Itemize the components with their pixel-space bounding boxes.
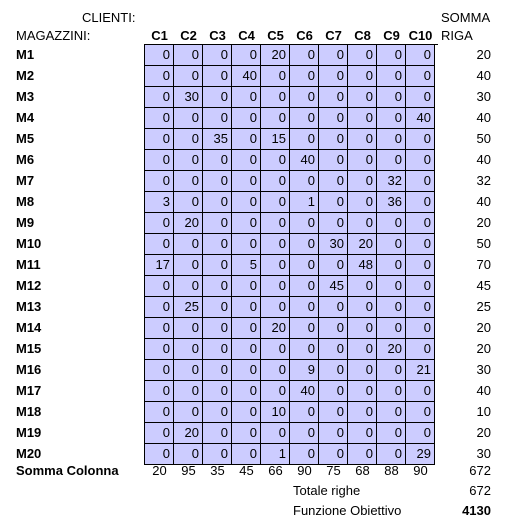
grid-cell[interactable]: 0 [319, 66, 348, 87]
row-sum: 70 [476, 257, 491, 272]
grid-cell[interactable]: 0 [406, 381, 435, 402]
grid-cell[interactable]: 5 [232, 255, 261, 276]
grid-cell[interactable]: 0 [203, 276, 232, 297]
grid-cell[interactable]: 0 [261, 234, 290, 255]
grid-cell[interactable]: 0 [319, 213, 348, 234]
grid-cell[interactable]: 0 [406, 339, 435, 360]
grid-cell[interactable]: 0 [261, 171, 290, 192]
grid-cell[interactable]: 0 [319, 171, 348, 192]
magazzini-label: MAGAZZINI: [16, 28, 91, 43]
grid-cell[interactable]: 0 [174, 444, 203, 465]
column-header: C2 [180, 28, 197, 43]
grid-cell[interactable]: 25 [174, 297, 203, 318]
grid-cell[interactable]: 0 [377, 402, 406, 423]
grid-cell[interactable]: 0 [203, 339, 232, 360]
grid-cell[interactable]: 0 [348, 444, 377, 465]
row-label: M8 [16, 194, 35, 209]
grid-cell[interactable]: 0 [377, 276, 406, 297]
grid-cell[interactable]: 0 [174, 360, 203, 381]
row-sum: 20 [476, 341, 491, 356]
grid-cell[interactable]: 0 [377, 297, 406, 318]
grid-cell[interactable]: 0 [145, 66, 174, 87]
grid-cell[interactable]: 32 [377, 171, 406, 192]
grid-cell[interactable]: 0 [290, 339, 319, 360]
row-sum: 50 [476, 236, 491, 251]
row-sum: 50 [476, 131, 491, 146]
grid-cell[interactable]: 0 [232, 339, 261, 360]
totale-righe-value: 672 [469, 483, 491, 498]
grid-cell[interactable]: 40 [290, 381, 319, 402]
grid-cell[interactable]: 0 [290, 171, 319, 192]
grid-cell[interactable]: 0 [377, 381, 406, 402]
grid-cell[interactable]: 0 [261, 108, 290, 129]
grid-cell[interactable]: 0 [203, 444, 232, 465]
grid-cell[interactable]: 0 [232, 129, 261, 150]
grid-cell[interactable]: 0 [348, 150, 377, 171]
row-sum: 25 [476, 299, 491, 314]
grid-cell[interactable]: 0 [348, 87, 377, 108]
grid-cell[interactable]: 0 [377, 150, 406, 171]
somma-colonna-label: Somma Colonna [16, 463, 119, 478]
grid-cell[interactable]: 0 [406, 129, 435, 150]
grid-cell[interactable]: 0 [261, 213, 290, 234]
grid-cell[interactable]: 0 [145, 276, 174, 297]
grid-cell[interactable]: 17 [145, 255, 174, 276]
grid-cell[interactable]: 0 [348, 171, 377, 192]
grid-cell[interactable]: 0 [145, 402, 174, 423]
column-sum: 95 [181, 463, 196, 478]
row-sum: 32 [476, 173, 491, 188]
grid-cell[interactable]: 0 [145, 360, 174, 381]
column-sum: 75 [326, 463, 341, 478]
grid-cell[interactable]: 0 [203, 213, 232, 234]
grid-cell[interactable]: 0 [406, 213, 435, 234]
grid-cell[interactable]: 0 [174, 318, 203, 339]
grid-cell[interactable]: 0 [203, 381, 232, 402]
grid-cell[interactable]: 0 [290, 213, 319, 234]
column-sum: 88 [384, 463, 399, 478]
grid-cell[interactable]: 0 [261, 360, 290, 381]
grid-cell[interactable]: 0 [290, 276, 319, 297]
grid-cell[interactable]: 0 [319, 444, 348, 465]
grid-cell[interactable]: 0 [174, 108, 203, 129]
grid-cell[interactable]: 0 [406, 66, 435, 87]
grid-cell[interactable]: 0 [232, 87, 261, 108]
grid-cell[interactable]: 0 [261, 297, 290, 318]
grid-cell[interactable]: 0 [348, 423, 377, 444]
grid-cell[interactable]: 0 [145, 444, 174, 465]
column-sum: 20 [152, 463, 167, 478]
grand-total-value: 672 [469, 463, 491, 478]
grid-cell[interactable]: 0 [377, 234, 406, 255]
row-label: M1 [16, 47, 35, 62]
row-label: M4 [16, 110, 35, 125]
row-sum: 30 [476, 89, 491, 104]
grid-cell[interactable]: 0 [290, 234, 319, 255]
grid-cell[interactable]: 0 [261, 150, 290, 171]
grid-cell[interactable]: 29 [406, 444, 435, 465]
grid-cell[interactable]: 0 [377, 255, 406, 276]
row-sum: 20 [476, 215, 491, 230]
grid-cell[interactable]: 0 [406, 255, 435, 276]
column-sum: 35 [210, 463, 225, 478]
grid-cell[interactable]: 0 [232, 423, 261, 444]
grid-cell[interactable]: 20 [261, 318, 290, 339]
row-label: M17 [16, 383, 42, 398]
funzione-obiettivo-value: 4130 [462, 503, 491, 518]
grid-cell[interactable]: 0 [174, 402, 203, 423]
grid-cell[interactable]: 0 [406, 192, 435, 213]
row-label: M11 [16, 257, 41, 272]
row-label: M10 [16, 236, 42, 251]
grid-cell[interactable]: 30 [319, 234, 348, 255]
grid-cell[interactable]: 20 [174, 423, 203, 444]
row-sum: 40 [476, 152, 491, 167]
grid-cell[interactable]: 0 [203, 234, 232, 255]
row-label: M2 [16, 68, 35, 83]
grid-cell[interactable]: 0 [145, 45, 174, 66]
grid-cell[interactable]: 0 [232, 213, 261, 234]
grid-cell[interactable]: 0 [290, 66, 319, 87]
grid-cell[interactable]: 10 [261, 402, 290, 423]
grid-cell[interactable]: 0 [377, 423, 406, 444]
grid-cell[interactable]: 0 [232, 444, 261, 465]
grid-cell[interactable]: 40 [406, 108, 435, 129]
grid-cell[interactable]: 0 [406, 318, 435, 339]
grid-cell[interactable]: 0 [319, 45, 348, 66]
grid-cell[interactable]: 0 [377, 360, 406, 381]
grid-cell[interactable]: 0 [319, 150, 348, 171]
grid-cell[interactable]: 0 [203, 423, 232, 444]
grid-cell[interactable]: 36 [377, 192, 406, 213]
grid-cell[interactable]: 0 [261, 423, 290, 444]
grid-cell[interactable]: 0 [377, 87, 406, 108]
row-label: M7 [16, 173, 35, 188]
grid-cell[interactable]: 45 [319, 276, 348, 297]
grid-cell[interactable]: 0 [319, 255, 348, 276]
column-header: C3 [209, 28, 226, 43]
grid-cell[interactable]: 0 [203, 360, 232, 381]
grid-cell[interactable]: 20 [348, 234, 377, 255]
row-label: M16 [16, 362, 42, 377]
grid-cell[interactable]: 0 [261, 87, 290, 108]
grid-cell[interactable]: 0 [377, 318, 406, 339]
row-label: M13 [16, 299, 42, 314]
grid-cell[interactable]: 0 [406, 45, 435, 66]
grid-cell[interactable]: 0 [145, 150, 174, 171]
row-label: M12 [16, 278, 42, 293]
column-header: C6 [296, 28, 313, 43]
grid-cell[interactable]: 0 [319, 297, 348, 318]
grid-cell[interactable]: 0 [261, 192, 290, 213]
row-sum: 40 [476, 194, 491, 209]
grid-cell[interactable]: 0 [203, 318, 232, 339]
grid-cell[interactable]: 0 [145, 129, 174, 150]
clienti-label: CLIENTI: [82, 10, 136, 25]
row-label: M20 [16, 446, 42, 461]
grid-cell[interactable]: 0 [290, 255, 319, 276]
column-header: C8 [354, 28, 371, 43]
row-label: M5 [16, 131, 35, 146]
grid-cell[interactable]: 0 [377, 108, 406, 129]
grid-cell[interactable]: 0 [145, 234, 174, 255]
grid-cell[interactable]: 0 [232, 318, 261, 339]
grid-cell[interactable]: 0 [203, 45, 232, 66]
grid-cell[interactable]: 0 [232, 276, 261, 297]
grid-cell[interactable]: 0 [261, 255, 290, 276]
grid-cell[interactable]: 0 [319, 108, 348, 129]
grid-cell[interactable]: 0 [290, 318, 319, 339]
grid-cell[interactable]: 0 [319, 192, 348, 213]
grid-cell[interactable]: 1 [261, 444, 290, 465]
grid-cell[interactable]: 0 [174, 150, 203, 171]
grid-cell[interactable]: 15 [261, 129, 290, 150]
row-label: M19 [16, 425, 42, 440]
grid-cell[interactable]: 0 [174, 66, 203, 87]
grid-cell[interactable]: 0 [203, 297, 232, 318]
grid-cell[interactable]: 0 [145, 213, 174, 234]
grid-cell[interactable]: 0 [203, 255, 232, 276]
grid-cell[interactable]: 9 [290, 360, 319, 381]
row-sum: 40 [476, 68, 491, 83]
grid-cell[interactable]: 0 [319, 423, 348, 444]
grid-cell[interactable]: 0 [290, 45, 319, 66]
funzione-obiettivo-label: Funzione Obiettivo [293, 503, 402, 518]
grid-cell[interactable]: 0 [261, 339, 290, 360]
grid-cell[interactable]: 3 [145, 192, 174, 213]
grid-cell[interactable]: 0 [348, 213, 377, 234]
grid-cell[interactable]: 0 [232, 381, 261, 402]
row-label: M18 [16, 404, 42, 419]
grid-cell[interactable]: 0 [232, 108, 261, 129]
grid-cell[interactable]: 20 [261, 45, 290, 66]
grid-cell[interactable]: 0 [406, 297, 435, 318]
grid-cell[interactable]: 0 [174, 276, 203, 297]
grid-cell[interactable]: 0 [145, 171, 174, 192]
grid-cell[interactable]: 0 [145, 297, 174, 318]
grid-cell[interactable]: 0 [203, 108, 232, 129]
grid-cell[interactable]: 0 [145, 318, 174, 339]
grid-cell[interactable]: 0 [261, 381, 290, 402]
row-sum: 10 [476, 404, 491, 419]
row-sum: 20 [476, 425, 491, 440]
row-label: M14 [16, 320, 42, 335]
grid-cell[interactable]: 0 [406, 402, 435, 423]
grid-cell[interactable]: 0 [290, 87, 319, 108]
grid-cell[interactable]: 0 [145, 339, 174, 360]
grid-cell[interactable]: 0 [319, 381, 348, 402]
grid-cell[interactable]: 0 [319, 87, 348, 108]
grid-cell[interactable]: 0 [290, 444, 319, 465]
row-label: M6 [16, 152, 35, 167]
grid-cell[interactable]: 0 [348, 381, 377, 402]
grid-cell[interactable]: 0 [203, 87, 232, 108]
row-sum: 30 [476, 446, 491, 461]
grid-cell[interactable]: 0 [377, 129, 406, 150]
grid-cell[interactable]: 40 [290, 150, 319, 171]
somma-label: SOMMA [441, 10, 491, 25]
row-label: M15 [16, 341, 42, 356]
grid-cell[interactable]: 0 [174, 45, 203, 66]
grid-cell[interactable]: 0 [348, 192, 377, 213]
grid-cell[interactable]: 0 [203, 150, 232, 171]
grid-cell[interactable]: 0 [232, 360, 261, 381]
column-sum: 68 [355, 463, 370, 478]
grid-cell[interactable]: 0 [174, 381, 203, 402]
grid-cell[interactable]: 0 [203, 192, 232, 213]
grid-cell[interactable]: 0 [406, 150, 435, 171]
row-sum: 45 [476, 278, 491, 293]
grid-cell[interactable]: 0 [232, 150, 261, 171]
grid-cell[interactable]: 0 [406, 234, 435, 255]
grid-cell[interactable]: 0 [290, 297, 319, 318]
grid-cell[interactable]: 1 [290, 192, 319, 213]
row-sum: 20 [476, 320, 491, 335]
grid-cell[interactable]: 0 [348, 108, 377, 129]
grid-cell[interactable]: 0 [261, 66, 290, 87]
grid-cell[interactable]: 0 [203, 171, 232, 192]
grid-cell[interactable]: 0 [232, 297, 261, 318]
grid-cell[interactable]: 0 [319, 360, 348, 381]
grid-cell[interactable]: 0 [261, 276, 290, 297]
grid-cell[interactable]: 40 [232, 66, 261, 87]
grid-cell[interactable]: 0 [290, 108, 319, 129]
grid-cell[interactable]: 0 [348, 402, 377, 423]
grid-cell[interactable]: 0 [406, 423, 435, 444]
column-sum: 66 [268, 463, 283, 478]
column-sum: 90 [413, 463, 428, 478]
grid-cell[interactable]: 0 [174, 192, 203, 213]
grid-cell[interactable]: 0 [145, 423, 174, 444]
grid-cell[interactable]: 21 [406, 360, 435, 381]
grid-cell[interactable]: 0 [319, 339, 348, 360]
grid-cell[interactable]: 0 [348, 45, 377, 66]
row-sum: 20 [476, 47, 491, 62]
grid-cell[interactable]: 0 [348, 318, 377, 339]
grid-cell[interactable]: 0 [348, 276, 377, 297]
grid-cell[interactable]: 0 [406, 171, 435, 192]
grid-cell[interactable]: 0 [174, 171, 203, 192]
column-header: C7 [325, 28, 342, 43]
grid-cell[interactable]: 0 [377, 45, 406, 66]
grid-cell[interactable]: 0 [348, 66, 377, 87]
grid-cell[interactable]: 0 [232, 45, 261, 66]
column-sum: 90 [297, 463, 312, 478]
grid-cell[interactable]: 0 [174, 339, 203, 360]
grid-cell[interactable]: 0 [232, 234, 261, 255]
grid-cell[interactable]: 0 [174, 129, 203, 150]
row-label: M9 [16, 215, 35, 230]
grid-cell[interactable]: 0 [145, 381, 174, 402]
grid-cell[interactable]: 0 [290, 402, 319, 423]
row-label: M3 [16, 89, 35, 104]
grid-cell[interactable]: 0 [290, 423, 319, 444]
grid-cell[interactable]: 0 [377, 66, 406, 87]
row-sum: 40 [476, 383, 491, 398]
riga-label: RIGA [441, 28, 473, 43]
grid-cell[interactable]: 0 [145, 87, 174, 108]
column-header: C5 [267, 28, 284, 43]
grid-cell[interactable]: 0 [174, 255, 203, 276]
grid-cell[interactable]: 0 [203, 66, 232, 87]
grid-cell[interactable]: 20 [377, 339, 406, 360]
grid-cell[interactable]: 20 [174, 213, 203, 234]
grid-cell[interactable]: 0 [377, 213, 406, 234]
allocation-grid [144, 44, 438, 465]
grid-cell[interactable]: 0 [232, 402, 261, 423]
grid-cell[interactable]: 0 [319, 318, 348, 339]
grid-cell[interactable]: 35 [203, 129, 232, 150]
row-sum: 40 [476, 110, 491, 125]
totale-righe-label: Totale righe [293, 483, 361, 498]
grid-cell[interactable]: 0 [377, 444, 406, 465]
grid-cell[interactable]: 0 [348, 297, 377, 318]
row-sum: 30 [476, 362, 491, 377]
column-header: C9 [383, 28, 400, 43]
grid-cell[interactable]: 0 [232, 171, 261, 192]
grid-cell[interactable]: 0 [348, 129, 377, 150]
grid-cell[interactable]: 0 [406, 276, 435, 297]
column-header: C4 [238, 28, 255, 43]
column-header: C1 [151, 28, 168, 43]
grid-cell[interactable]: 0 [232, 192, 261, 213]
grid-cell[interactable]: 0 [174, 234, 203, 255]
column-header: C10 [408, 28, 433, 43]
grid-cell[interactable]: 0 [348, 339, 377, 360]
grid-cell[interactable]: 0 [348, 360, 377, 381]
grid-cell[interactable]: 30 [174, 87, 203, 108]
grid-cell[interactable]: 0 [406, 87, 435, 108]
column-sum: 45 [239, 463, 254, 478]
grid-cell[interactable]: 0 [203, 402, 232, 423]
grid-cell[interactable]: 0 [319, 402, 348, 423]
grid-cell[interactable]: 0 [319, 129, 348, 150]
grid-cell[interactable]: 0 [145, 108, 174, 129]
grid-cell[interactable]: 0 [290, 129, 319, 150]
grid-cell[interactable]: 48 [348, 255, 377, 276]
